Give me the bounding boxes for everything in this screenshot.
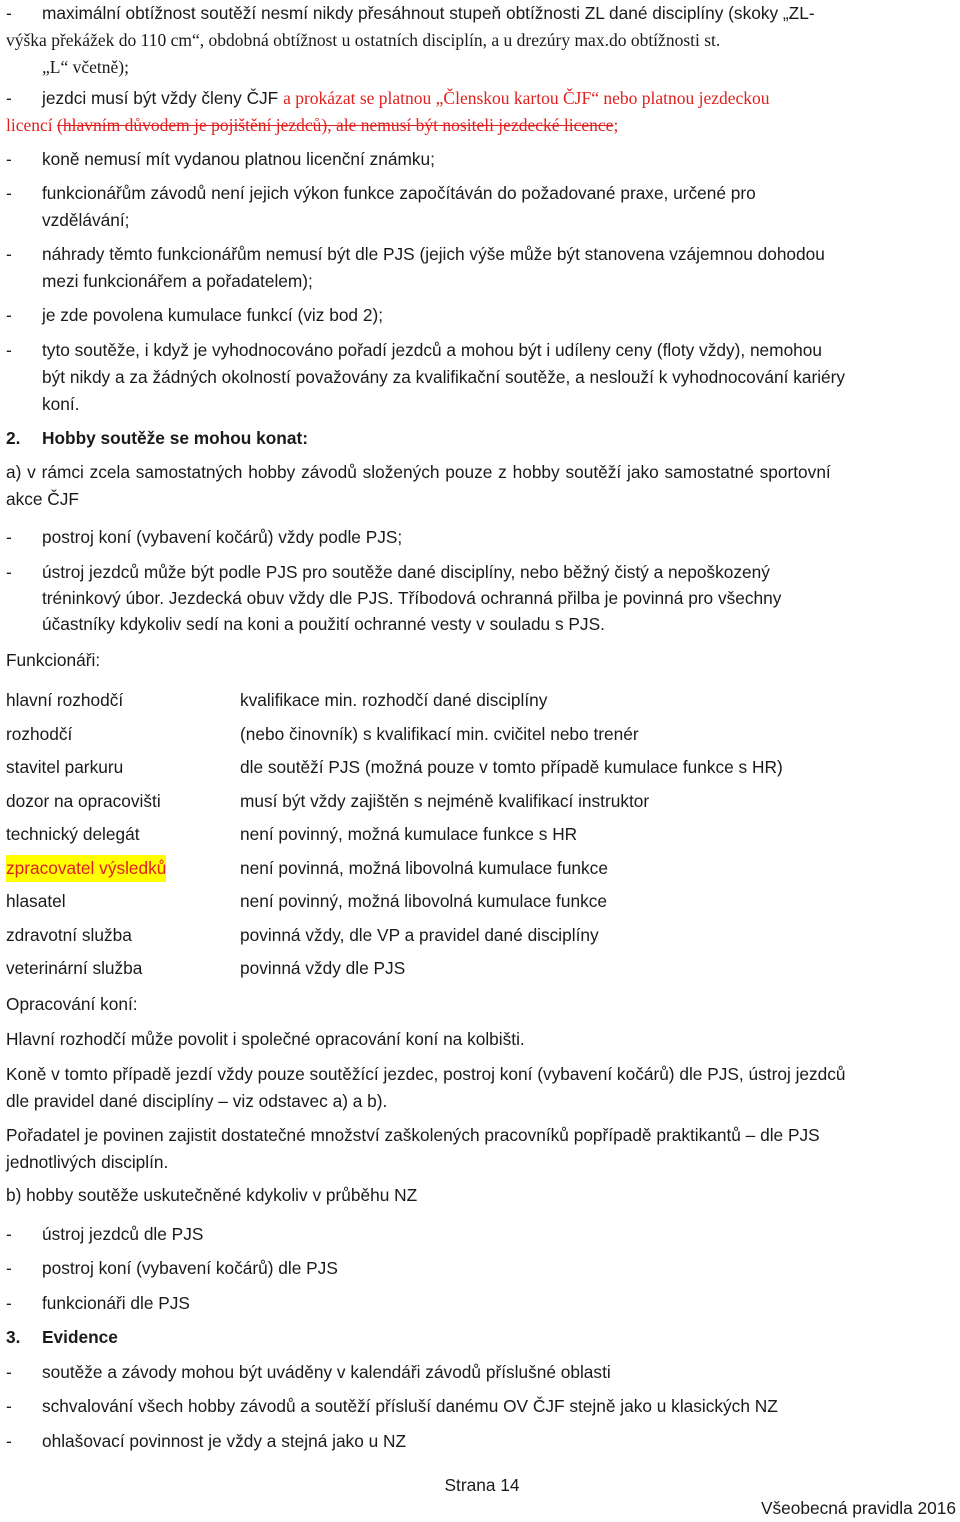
bullet-text: koně nemusí mít vydanou platnou licenční známku;	[42, 149, 435, 169]
bullet-dash: -	[6, 340, 12, 360]
bullet-text: ústroj jezdců dle PJS	[42, 1224, 204, 1244]
official-requirement: dle soutěží PJS (možná pouze v tomto případě kumulace funkce s HR)	[240, 757, 783, 777]
bullet-text-line: maximální obtížnost soutěží nesmí nikdy přesáhnout stupeň obtížnosti ZL dané disciplíny (skoky „ZL-	[42, 3, 815, 23]
bullet-text: postroj koní (vybavení kočárů) vždy podle PJS;	[42, 527, 403, 547]
official-role: zdravotní služba	[6, 925, 132, 945]
list-item	[6, 337, 954, 418]
paragraph	[6, 1122, 954, 1176]
paragraph-line: akce ČJF	[6, 489, 79, 509]
official-requirement: (nebo činovník) s kvalifikací min. cvičitel nebo trenér	[240, 724, 639, 744]
bullet-text: soutěže a závody mohou být uváděny v kalendáři závodů příslušné oblasti	[42, 1362, 611, 1382]
paragraph-line: a) v rámci zcela samostatných hobby závodů složených pouze z hobby soutěží jako samostatné sportovní	[6, 462, 831, 482]
bullet-dash: -	[6, 1224, 12, 1244]
bullet-text: jezdci musí být vždy členy ČJF	[42, 88, 279, 108]
bullet-text-line: tréninkový úbor. Jezdecká obuv vždy dle PJS. Tříbodová ochranná přilba je povinná pro všechny	[42, 588, 782, 608]
section-heading	[6, 425, 954, 452]
bullet-dash: -	[6, 1396, 12, 1416]
official-role: hlavní rozhodčí	[6, 690, 124, 710]
bullet-text-line: účastníky kdykoliv sedí na koni a použití ochranné vesty v souladu s PJS.	[42, 614, 605, 634]
list-item	[6, 241, 954, 295]
paragraph-line: Koně v tomto případě jezdí vždy pouze soutěžící jezdec, postroj koní (vybavení kočárů) dle PJS, ústroj jezdců	[6, 1064, 846, 1084]
official-role: dozor na opracovišti	[6, 791, 161, 811]
list-item	[6, 1393, 954, 1420]
bullet-dash: -	[6, 527, 12, 547]
list-item	[6, 146, 954, 173]
paragraph	[6, 459, 954, 513]
official-requirement: není povinná, možná libovolná kumulace funkce	[240, 858, 608, 878]
official-role: hlasatel	[6, 891, 66, 911]
amended-text: ;	[613, 115, 619, 135]
bullet-dash: -	[6, 1258, 12, 1278]
official-requirement: není povinný, možná libovolná kumulace funkce	[240, 891, 607, 911]
paragraph: b) hobby soutěže uskutečněné kdykoliv v průběhu NZ	[6, 1185, 418, 1205]
paragraph-line: jednotlivých disciplín.	[6, 1152, 169, 1172]
paragraph-line: Pořadatel je povinen zajistit dostatečné množství zaškolených pracovníků popřípadě praktikantů – dle PJS	[6, 1125, 820, 1145]
official-requirement: povinná vždy, dle VP a pravidel dané disciplíny	[240, 925, 599, 945]
bullet-dash: -	[6, 1293, 12, 1313]
official-role: rozhodčí	[6, 724, 73, 744]
section-heading	[6, 1324, 954, 1351]
bullet-text: ohlašovací povinnost je vždy a stejná jako u NZ	[42, 1431, 407, 1451]
bullet-text-line: výška překážek do 110 cm“, obdobná obtížnost u ostatních disciplín, a u drezúry max.do obtížnosti st.	[6, 30, 721, 50]
section-number: 3.	[6, 1327, 21, 1347]
bullet-text: schvalování všech hobby závodů a soutěží přísluší danému OV ČJF stejně jako u klasických NZ	[42, 1396, 778, 1416]
official-role: veterinární služba	[6, 958, 143, 978]
officials-heading: Funkcionáři:	[6, 650, 101, 670]
page-number: Strana 14	[444, 1475, 520, 1495]
official-requirement: povinná vždy dle PJS	[240, 958, 406, 978]
list-item	[6, 302, 954, 329]
bullet-text: postroj koní (vybavení kočárů) dle PJS	[42, 1258, 338, 1278]
bullet-dash: -	[6, 183, 12, 203]
list-item	[6, 1359, 954, 1386]
section-title: Evidence	[42, 1327, 118, 1347]
bullet-text-line: mezi funkcionářem a pořadatelem);	[42, 271, 313, 291]
bullet-text-line: být nikdy a za žádných okolností považovány za kvalifikační soutěže, a neslouží k vyhodnocování kariéry	[42, 367, 846, 387]
bullet-dash: -	[6, 305, 12, 325]
bullet-dash: -	[6, 88, 12, 108]
list-item	[6, 1290, 954, 1317]
official-requirement: kvalifikace min. rozhodčí dané disciplíny	[240, 690, 548, 710]
bullet-text: funkcionáři dle PJS	[42, 1293, 190, 1313]
list-item	[6, 1255, 954, 1282]
paragraph	[6, 1061, 954, 1115]
paragraph-line: dle pravidel dané disciplíny – viz odstavec a) a b).	[6, 1091, 388, 1111]
bullet-text-line: ústroj jezdců může být podle PJS pro soutěže dané disciplíny, nebo běžný čistý a nepoškozený	[42, 562, 770, 582]
bullet-dash: -	[6, 1431, 12, 1451]
bullet-dash: -	[6, 244, 12, 264]
list-item	[6, 0, 954, 81]
document-footer-title: Všeobecná pravidla 2016	[760, 1498, 956, 1518]
list-item	[6, 180, 954, 234]
official-requirement: není povinný, možná kumulace funkce s HR	[240, 824, 578, 844]
bullet-dash: -	[6, 149, 12, 169]
official-role: technický delegát	[6, 824, 140, 844]
bullet-text-line: „L“ včetně);	[42, 57, 129, 77]
amended-text: licencí	[6, 115, 53, 135]
official-requirement: musí být vždy zajištěn s nejméně kvalifikací instruktor	[240, 791, 650, 811]
warmup-heading: Opracování koní:	[6, 994, 138, 1014]
paragraph: Hlavní rozhodčí může povolit i společné opracování koní na kolbišti.	[6, 1029, 525, 1049]
section-number: 2.	[6, 428, 21, 448]
official-role: stavitel parkuru	[6, 757, 124, 777]
bullet-text-line: náhrady těmto funkcionářům nemusí být dle PJS (jejich výše může být stanovena vzájemnou dohodou	[42, 244, 825, 264]
list-item	[6, 1221, 954, 1248]
list-item	[6, 559, 954, 637]
bullet-dash: -	[6, 3, 12, 23]
bullet-text-line: vzdělávání;	[42, 210, 130, 230]
bullet-text-line: koní.	[42, 394, 80, 414]
bullet-text-line: funkcionářům závodů není jejich výkon funkce započítáván do požadované praxe, určené pro	[42, 183, 756, 203]
section-title: Hobby soutěže se mohou konat:	[42, 428, 308, 448]
bullet-text: je zde povolena kumulace funkcí (viz bod 2);	[42, 305, 384, 325]
list-item	[6, 524, 954, 551]
official-role-highlighted: zpracovatel výsledků	[6, 855, 166, 882]
bullet-text-line: tyto soutěže, i když je vyhodnocováno pořadí jezdců a mohou být i udíleny ceny (floty vždy), nemohou	[42, 340, 823, 360]
bullet-dash: -	[6, 562, 12, 582]
bullet-dash: -	[6, 1362, 12, 1382]
amended-text: a prokázat se platnou „Členskou kartou ČJF“ nebo platnou jezdeckou	[283, 88, 770, 108]
list-item	[6, 1428, 954, 1455]
struck-text: (hlavním důvodem je pojištění jezdců), ale nemusí být nositeli jezdecké licence	[57, 115, 614, 135]
list-item	[6, 85, 954, 139]
